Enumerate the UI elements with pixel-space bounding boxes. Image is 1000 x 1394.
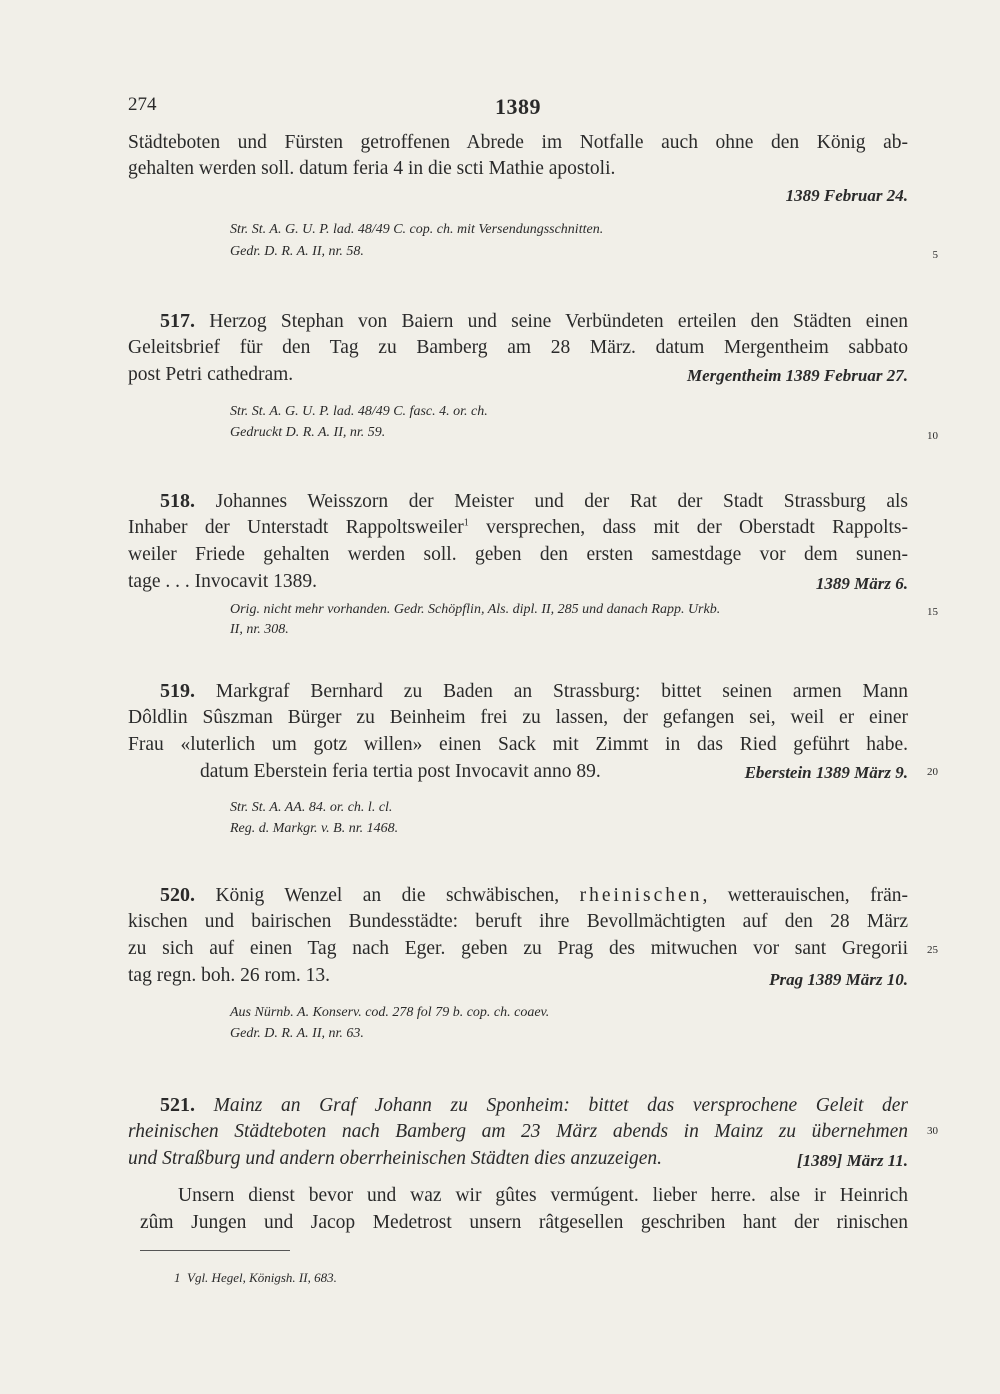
entry-number: 520. — [160, 884, 195, 906]
text-line: Inhaber der Unterstadt Rappoltsweiler$^1$ versprechen, dass mit der Oberstadt Rappolts- — [128, 517, 909, 538]
text-line: rheinischen Städteboten nach Bamberg am 23 März abends in Mainz zu übernehmen — [128, 1121, 908, 1142]
entry-date: 1389 März 6. — [815, 574, 908, 593]
entry-number: 517. — [160, 310, 195, 332]
running-head-year: 1389 — [495, 94, 541, 119]
source-note: Gedr. D. R. A. II, nr. 58. — [230, 244, 364, 259]
footnote-rule — [140, 1250, 290, 1251]
source-note: Str. St. A. G. U. P. lad. 48/49 C. cop. ch. mit Versendungsschnitten. — [230, 222, 604, 237]
text-line: tage . . . Invocavit 1389. — [128, 571, 317, 592]
entry-date: 1389 Februar 24. — [785, 186, 908, 205]
entry-520: 520. König Wenzel an die schwäbischen, rheinischen, wetterauischen, frän- — [160, 884, 908, 906]
text-line: zu sich auf einen Tag nach Eger. geben zu Prag des mitwuchen vor sant Gregorii — [128, 938, 908, 959]
text-line: weiler Friede gehalten werden soll. geben den ersten samestdage vor dem sunen- — [128, 544, 908, 565]
source-note: II, nr. 308. — [230, 622, 289, 637]
entry-date: [1389] März 11. — [797, 1151, 908, 1170]
entry-521: 521. Mainz an Graf Johann zu Sponheim: bittet das versprochene Geleit der — [160, 1094, 908, 1116]
entry-517: 517. Herzog Stephan von Baiern und seine Verbündeten erteilen den Städten einen — [160, 310, 908, 332]
footnote: 1 Vgl. Hegel, Königsh. II, 683. — [174, 1270, 337, 1285]
text-line: zûm Jungen und Jacop Medetrost unsern râtgesellen geschriben hant der rinischen — [140, 1212, 908, 1233]
entry-number: 521. — [160, 1094, 195, 1116]
line-number: 10 — [927, 430, 938, 442]
entry-date: Prag 1389 März 10. — [769, 970, 908, 989]
line-number: 15 — [927, 606, 938, 618]
source-note: Str. St. A. G. U. P. lad. 48/49 C. fasc. 4. or. ch. — [230, 404, 488, 419]
source-note: Gedr. D. R. A. II, nr. 63. — [230, 1026, 364, 1041]
entry-number: 518. — [160, 490, 195, 512]
page-header — [128, 94, 908, 122]
text-line: gehalten werden soll. datum feria 4 in die scti Mathie apostoli. — [128, 158, 616, 179]
text-line: Unsern dienst bevor und waz wir gûtes vermúgent. lieber herre. alse ir Heinrich — [178, 1185, 908, 1206]
source-note: Aus Nürnb. A. Konserv. cod. 278 fol 79 b. cop. ch. coaev. — [230, 1005, 550, 1020]
source-note: Orig. nicht mehr vorhanden. Gedr. Schöpflin, Als. dipl. II, 285 und danach Rapp. Urkb. — [230, 602, 721, 617]
source-note: Reg. d. Markgr. v. B. nr. 1468. — [230, 821, 399, 836]
entry-date: Eberstein 1389 März 9. — [744, 763, 908, 782]
text-line: kischen und bairischen Bundesstädte: beruft ihre Bevollmächtigten auf den 28 März — [128, 911, 908, 932]
footnote-ref: 1 — [463, 517, 469, 529]
entry-date: Mergentheim 1389 Februar 27. — [686, 366, 908, 385]
text-line: Städteboten und Fürsten getroffenen Abrede im Notfalle auch ohne den König ab- — [128, 132, 908, 153]
entry-518: 518. Johannes Weisszorn der Meister und der Rat der Stadt Strassburg als — [160, 490, 908, 512]
page-number: 274 — [128, 94, 157, 115]
text-line: tag regn. boh. 26 rom. 13. — [128, 965, 331, 986]
text-line: Dôldlin Sûszman Bürger zu Beinheim frei zu lassen, der gefangen sei, weil er einer — [128, 707, 908, 728]
entry-number: 519. — [160, 680, 195, 702]
text-line: datum Eberstein feria tertia post Invocavit anno 89. — [200, 761, 601, 782]
line-number: 20 — [927, 766, 938, 778]
line-number: 25 — [927, 944, 938, 956]
text-line: post Petri cathedram. — [128, 364, 294, 385]
line-number: 5 — [932, 249, 938, 261]
text-line: Geleitsbrief für den Tag zu Bamberg am 28 März. datum Mergentheim sabbato — [128, 337, 908, 358]
source-note: Str. St. A. AA. 84. or. ch. l. cl. — [230, 800, 393, 815]
line-number: 30 — [927, 1125, 938, 1137]
source-note: Gedruckt D. R. A. II, nr. 59. — [230, 425, 386, 440]
entry-519: 519. Markgraf Bernhard zu Baden an Strassburg: bittet seinen armen Mann — [160, 680, 908, 702]
text-line: Frau «luterlich um gotz willen» einen Sack mit Zimmt in das Ried geführt habe. — [128, 734, 908, 755]
text-line: und Straßburg und andern oberrheinischen Städten dies anzuzeigen. — [128, 1148, 663, 1169]
